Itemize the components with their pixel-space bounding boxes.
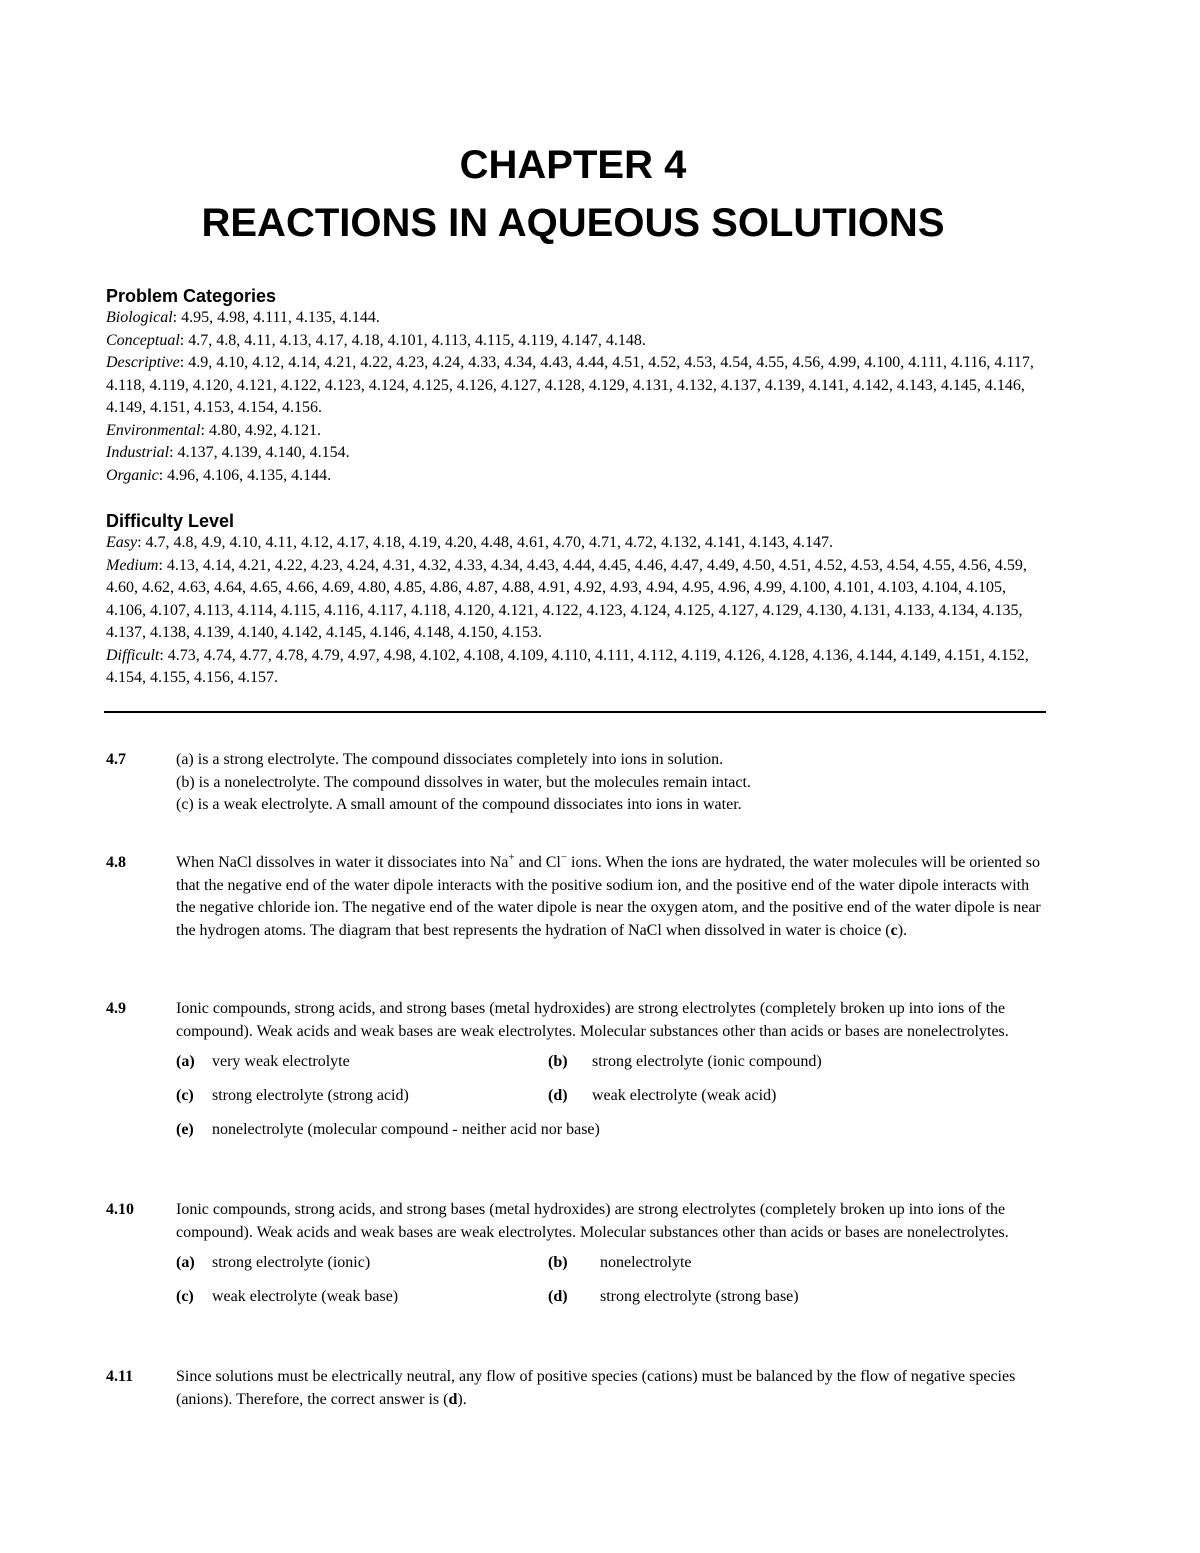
option-list: [176, 1252, 1046, 1320]
problem-categories-list: [106, 307, 1046, 487]
difficulty-easy: [106, 532, 1046, 555]
option-letter: (b): [548, 1053, 568, 1070]
category-environmental: [106, 420, 1046, 443]
category-values: : 4.137, 4.139, 4.140, 4.154.: [169, 444, 350, 461]
category-values: : 4.96, 4.106, 4.135, 4.144.: [158, 466, 332, 484]
category-label: Descriptive: [106, 354, 180, 371]
category-label: Biological: [106, 309, 173, 326]
option-letter: (a): [176, 1254, 195, 1271]
option-letter: (b): [548, 1254, 568, 1271]
option-letter: (a): [176, 1053, 195, 1070]
option-d: [548, 1085, 920, 1108]
option-text: strong electrolyte (strong base): [600, 1288, 799, 1305]
problem-number: 4.7: [106, 751, 126, 768]
option-a: [176, 1051, 548, 1074]
option-b: [548, 1252, 920, 1275]
option-letter: (d): [548, 1288, 568, 1305]
problem-4-8: [106, 852, 1046, 942]
answer-text: Since solutions must be electrically neutral, any flow of positive species (cations) must be balanced by the flow of negative species (anions). Therefore, the correct answer is (: [176, 1368, 1016, 1408]
category-organic: [106, 465, 1046, 488]
chapter-number: CHAPTER 4: [459, 143, 687, 187]
option-text: weak electrolyte (weak acid): [592, 1087, 777, 1104]
difficulty-level-list: [106, 532, 1046, 690]
category-values: : 4.9, 4.10, 4.12, 4.14, 4.21, 4.22, 4.23, 4.24, 4.33, 4.34, 4.43, 4.44, 4.51, 4.52, 4.53, 4.54, 4.55, 4.56, 4.99, 4.100, 4.111, 4.116, 4.117, 4.118, 4.119, 4.120, 4.121, 4.122, 4.123, 4.124, 4.125, 4.126, 4.127, 4.128, 4.129, 4.131, 4.132, 4.137, 4.139, 4.141, 4.142, 4.143, 4.145, 4.146, 4.149, 4.151, 4.153, 4.154, 4.156.: [106, 354, 1034, 416]
problem-4-11: [106, 1366, 1046, 1411]
answer-text: When NaCl dissolves in water it dissociates into Na: [176, 854, 509, 871]
difficulty-values: : 4.7, 4.8, 4.9, 4.10, 4.11, 4.12, 4.17, 4.18, 4.19, 4.20, 4.48, 4.61, 4.70, 4.71, 4.72, 4.132, 4.141, 4.143, 4.147.: [137, 534, 833, 551]
option-letter: (c): [176, 1288, 194, 1305]
option-c: [176, 1085, 548, 1108]
option-b: [548, 1051, 920, 1074]
category-values: : 4.80, 4.92, 4.121.: [200, 421, 321, 439]
option-c: [176, 1286, 548, 1309]
difficulty-values: : 4.13, 4.14, 4.21, 4.22, 4.23, 4.24, 4.31, 4.32, 4.33, 4.34, 4.43, 4.44, 4.45, 4.46, 4.47, 4.49, 4.50, 4.51, 4.52, 4.53, 4.54, 4.55, 4.56, 4.59, 4.60, 4.62, 4.63, 4.64, 4.65, 4.66, 4.69, 4.80, 4.85, 4.86, 4.87, 4.88, 4.91, 4.92, 4.93, 4.94, 4.95, 4.96, 4.99, 4.100, 4.101, 4.103, 4.104, 4.105, 4.106, 4.107, 4.113, 4.114, 4.115, 4.116, 4.117, 4.118, 4.120, 4.121, 4.122, 4.123, 4.124, 4.125, 4.127, 4.129, 4.130, 4.131, 4.133, 4.134, 4.135, 4.137, 4.138, 4.139, 4.140, 4.142, 4.145, 4.146, 4.148, 4.150, 4.153.: [106, 556, 1027, 641]
option-text: nonelectrolyte (molecular compound - neither acid nor base): [212, 1121, 600, 1138]
category-label: Organic: [106, 466, 159, 484]
category-values: : 4.7, 4.8, 4.11, 4.13, 4.17, 4.18, 4.101, 4.113, 4.115, 4.119, 4.147, 4.148.: [179, 331, 646, 349]
answer-choice: d: [448, 1390, 458, 1408]
section-divider: [104, 711, 1046, 713]
charge-superscript: −: [560, 851, 568, 864]
option-text: weak electrolyte (weak base): [212, 1288, 399, 1305]
option-text: strong electrolyte (ionic): [212, 1254, 371, 1271]
answer-text: ions. When the ions are hydrated, the water molecules will be oriented so that the negative end of the water dipole interacts with the positive sodium ion, and the positive end of the water dipole interacts with the negative chloride ion. The negative end of the water dipole is near the oxygen atom, and the positive end of the water dipole is near the hydrogen atoms. The diagram that best represents the hydration of NaCl when dissolved in water is choice (: [176, 854, 1041, 939]
chapter-title: REACTIONS IN AQUEOUS SOLUTIONS: [201, 201, 945, 245]
difficulty-label: Easy: [106, 534, 138, 551]
category-label: Environmental: [106, 421, 201, 439]
problem-4-10: [106, 1199, 1046, 1320]
answer-text: and Cl: [514, 854, 561, 871]
answer-paragraph: Ionic compounds, strong acids, and strong bases (metal hydroxides) are strong electrolytes (completely broken up into ions of the compound). Weak acids and weak bases are weak electrolytes. Molecular substances other than acids or bases are nonelectrolytes.: [176, 1000, 1009, 1040]
option-letter: (c): [176, 1087, 194, 1104]
option-text: strong electrolyte (ionic compound): [592, 1053, 822, 1070]
problem-4-7: [106, 749, 1046, 817]
charge-superscript: +: [508, 851, 515, 864]
category-label: Conceptual: [106, 331, 180, 349]
option-text: very weak electrolyte: [212, 1053, 350, 1070]
category-biological: [106, 307, 1046, 330]
category-values: : 4.95, 4.98, 4.111, 4.135, 4.144.: [172, 309, 380, 326]
category-descriptive: [106, 352, 1046, 420]
difficulty-medium: [106, 555, 1046, 645]
option-list: [176, 1051, 1046, 1153]
option-a: [176, 1252, 548, 1275]
option-letter: (e): [176, 1121, 194, 1138]
answer-text: ).: [897, 921, 908, 939]
answer-paragraph: Ionic compounds, strong acids, and strong bases (metal hydroxides) are strong electrolytes (completely broken up into ions of the compound). Weak acids and weak bases are weak electrolytes. Molecular substances other than acids or bases are nonelectrolytes.: [176, 1201, 1009, 1241]
problem-categories-heading: Problem Categories: [106, 286, 277, 306]
option-e: [176, 1119, 920, 1142]
problem-number: 4.10: [106, 1201, 134, 1218]
answer-line: (c) is a weak electrolyte. A small amount of the compound dissociates into ions in water.: [176, 796, 742, 813]
answer-paragraph: [176, 1366, 1046, 1411]
category-conceptual: [106, 330, 1046, 353]
option-d: [548, 1286, 920, 1309]
answer-line: (a) is a strong electrolyte. The compound dissociates completely into ions in solution.: [176, 751, 724, 768]
category-label: Industrial: [106, 444, 170, 461]
difficulty-label: Medium: [106, 556, 159, 574]
option-text: nonelectrolyte: [600, 1254, 692, 1271]
problem-number: 4.11: [106, 1368, 134, 1385]
answer-text: ).: [457, 1390, 467, 1408]
problem-number: 4.9: [106, 1000, 126, 1017]
answer-choice: c: [890, 921, 898, 939]
difficulty-level-heading: Difficulty Level: [106, 511, 235, 531]
answer-paragraph: [176, 852, 1046, 942]
difficulty-values: : 4.73, 4.74, 4.77, 4.78, 4.79, 4.97, 4.98, 4.102, 4.108, 4.109, 4.110, 4.111, 4.112, 4.119, 4.126, 4.128, 4.136, 4.144, 4.149, 4.151, 4.152, 4.154, 4.155, 4.156, 4.157.: [106, 646, 1029, 686]
problem-4-9: [106, 998, 1046, 1153]
answer-line: (b) is a nonelectrolyte. The compound dissolves in water, but the molecules remain intact.: [176, 773, 751, 791]
option-letter: (d): [548, 1087, 568, 1104]
problem-number: 4.8: [106, 854, 126, 871]
option-text: strong electrolyte (strong acid): [212, 1087, 409, 1104]
difficulty-difficult: [106, 645, 1046, 690]
difficulty-label: Difficult: [106, 646, 160, 664]
category-industrial: [106, 442, 1046, 465]
